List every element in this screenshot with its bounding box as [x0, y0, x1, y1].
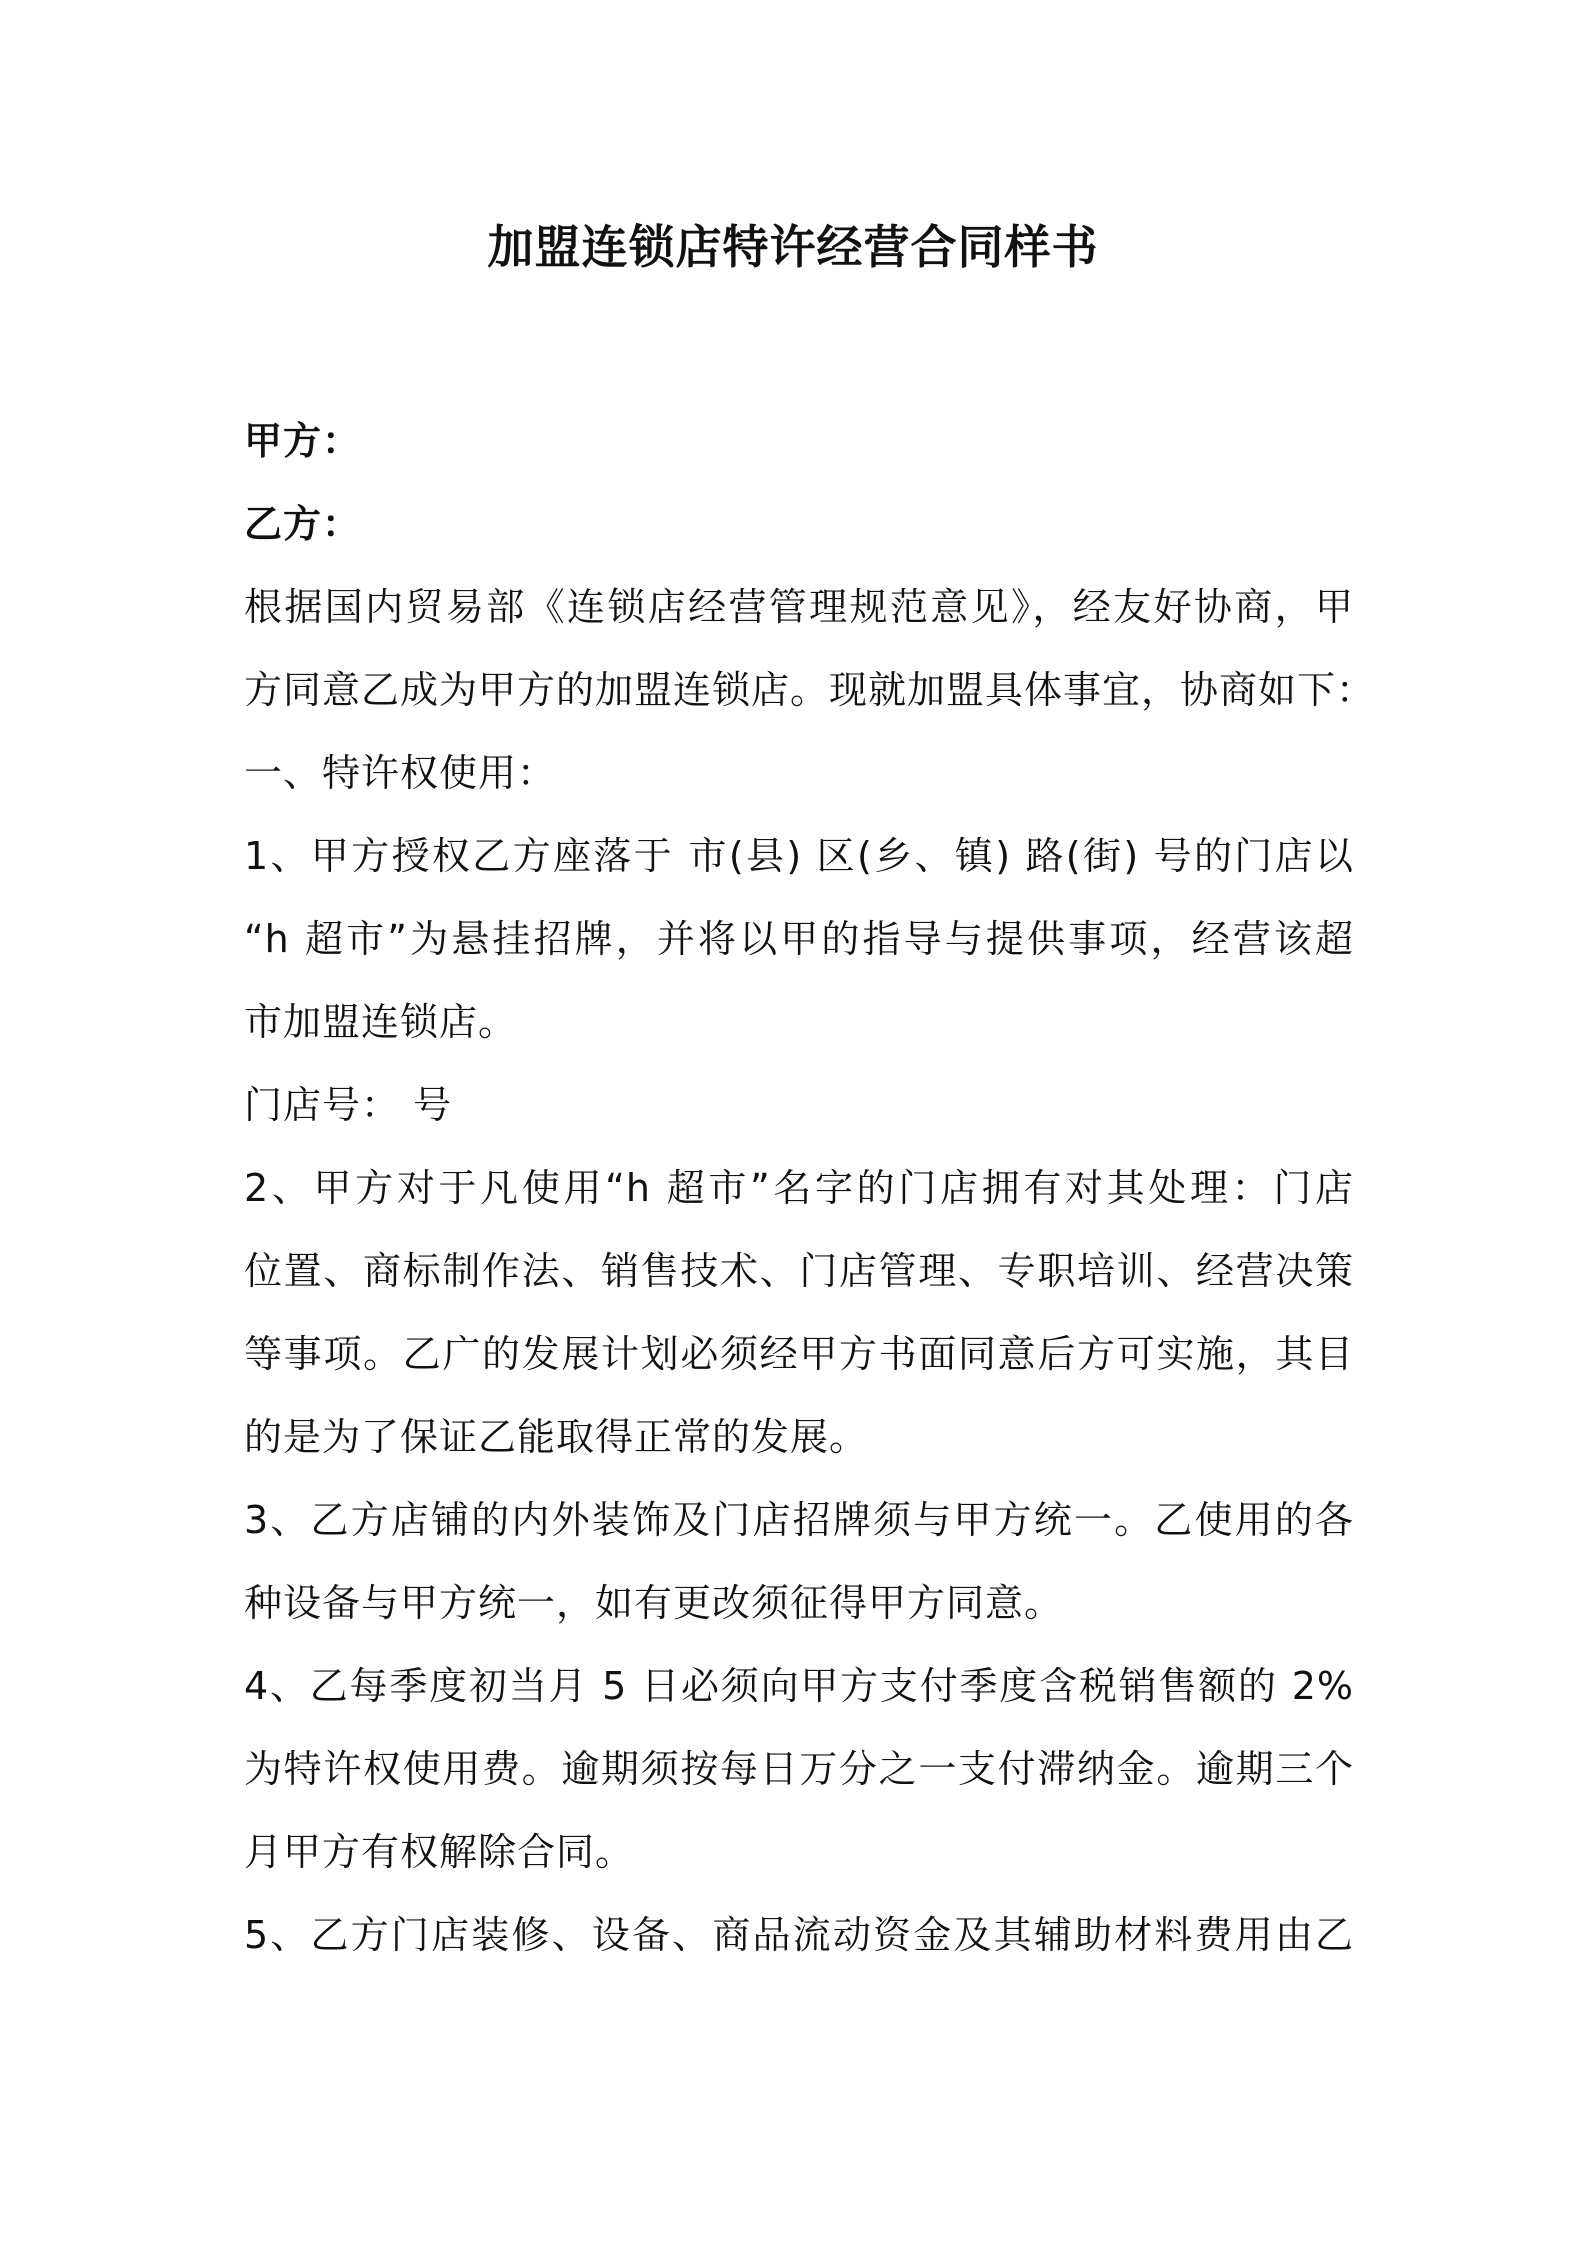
clause-line: 为特许权使用费。逾期须按每日万分之一支付滞纳金。逾期三个: [244, 1747, 1354, 1791]
clause-line: 2、甲方对于凡使用“h 超市”名字的门店拥有对其处理：门店: [244, 1166, 1354, 1210]
clause-line: 种设备与甲方统一，如有更改须征得甲方同意。: [244, 1581, 1064, 1625]
document-title: 加盟连锁店特许经营合同样书: [487, 220, 1099, 274]
clause-line: 位置、商标制作法、销售技术、门店管理、专职培训、经营决策: [244, 1249, 1354, 1293]
clause-line: 的是为了保证乙能取得正常的发展。: [244, 1415, 869, 1459]
party-a-label: 甲方：: [244, 419, 362, 463]
document-body: [244, 400, 1376, 1977]
clause-line: 5、乙方门店装修、设备、商品流动资金及其辅助材料费用由乙: [244, 1913, 1354, 1957]
clause-line: 4、乙每季度初当月 5 日必须向甲方支付季度含税销售额的 2%: [244, 1664, 1354, 1708]
store-number-line: 门店号： 号: [244, 1083, 453, 1127]
clause-line: 3、乙方店铺的内外装饰及门店招牌须与甲方统一。乙使用的各: [244, 1498, 1354, 1542]
party-b-label: 乙方：: [244, 502, 362, 546]
clause-line: 月甲方有权解除合同。: [244, 1830, 635, 1874]
clause-line: 等事项。乙广的发展计划必须经甲方书面同意后方可实施，其目: [244, 1332, 1354, 1376]
paragraph-line: 方同意乙成为甲方的加盟连锁店。现就加盟具体事宜，协商如下：: [244, 668, 1376, 712]
clause-line: 1、甲方授权乙方座落于 市(县) 区(乡、镇) 路(街) 号的门店以: [244, 834, 1354, 878]
section-heading: 一、特许权使用：: [244, 751, 557, 795]
paragraph-line: 根据国内贸易部《连锁店经营管理规范意见》，经友好协商，甲: [244, 585, 1354, 629]
clause-line: 市加盟连锁店。: [244, 1000, 518, 1044]
clause-line: “h 超市”为悬挂招牌，并将以甲的指导与提供事项，经营该超: [244, 917, 1354, 961]
